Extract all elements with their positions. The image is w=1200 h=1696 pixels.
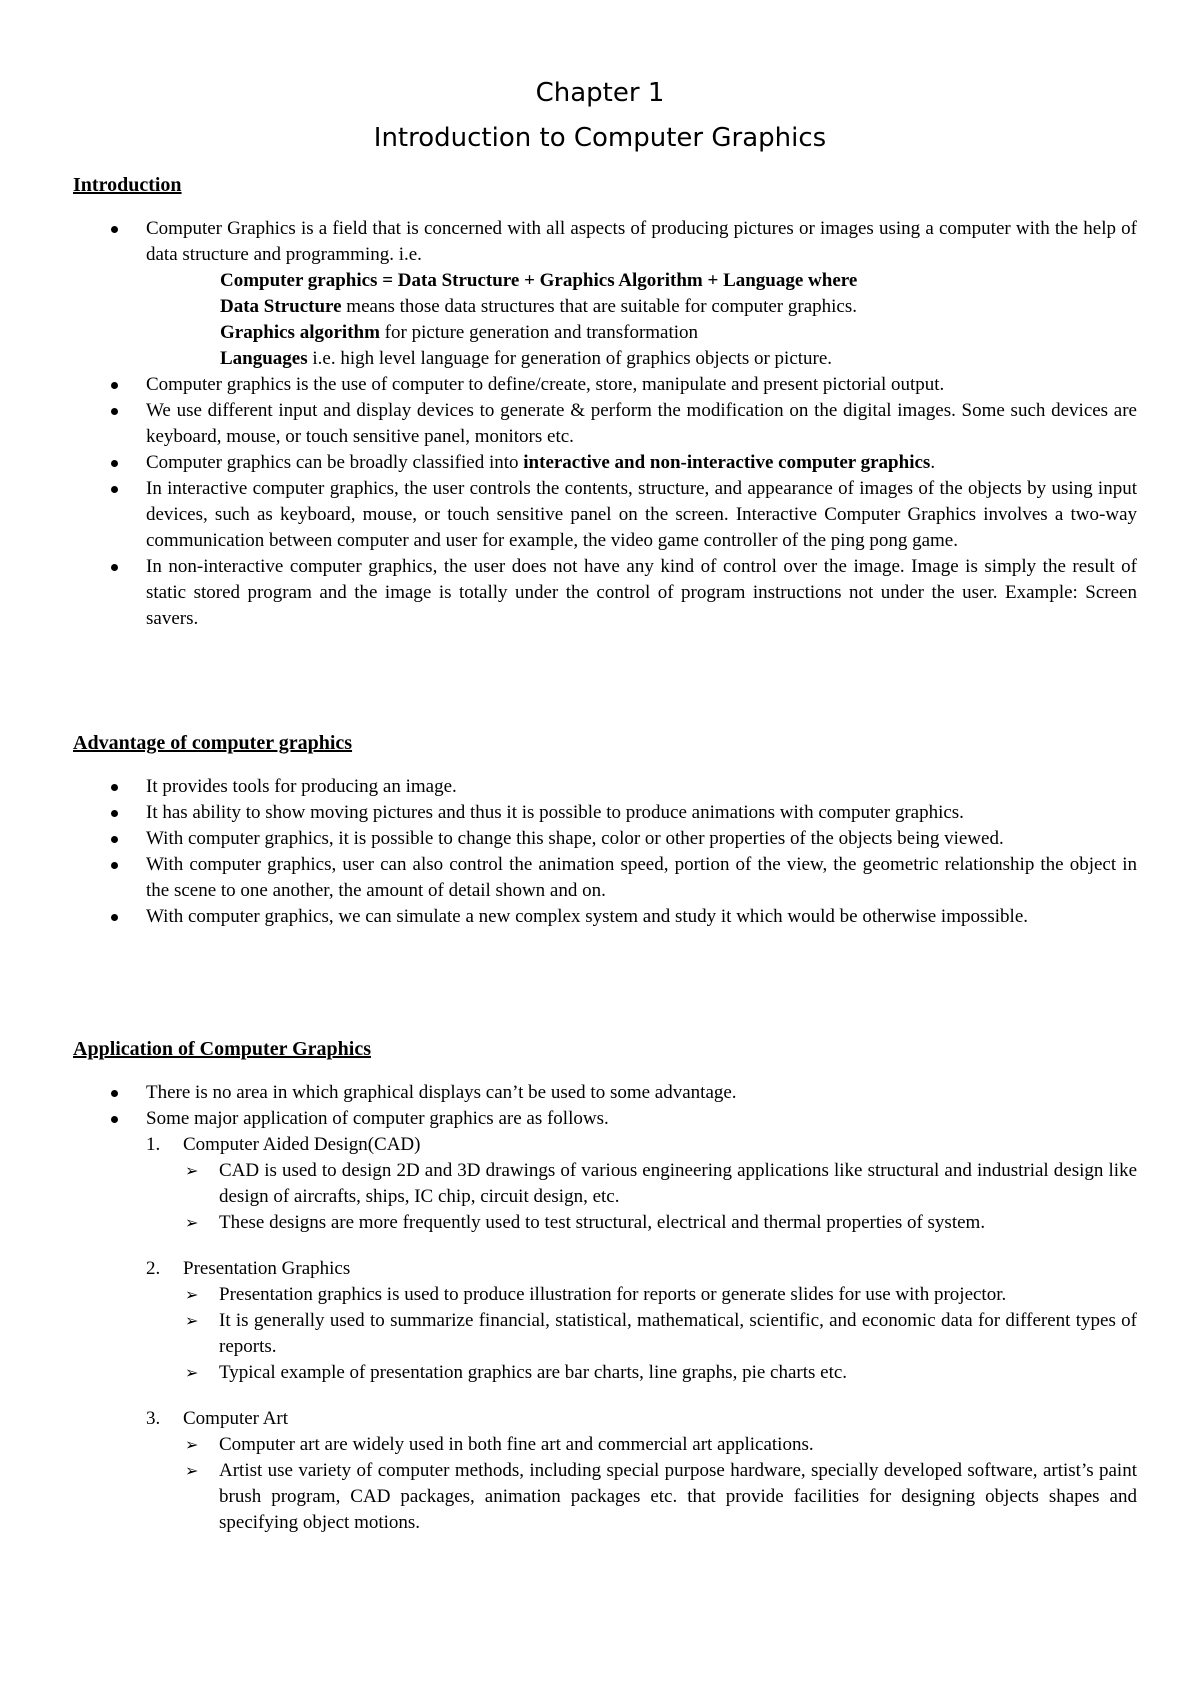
chapter-subtitle: Introduction to Computer Graphics: [373, 123, 827, 153]
application-list: [73, 1080, 1137, 1132]
list-item-text: It has ability to show moving pictures and thus it is possible to produce animations with computer graphics.: [146, 802, 964, 823]
app-title: Presentation Graphics: [183, 1258, 351, 1279]
bullet-dot-icon: [111, 460, 118, 467]
introduction-section: [73, 172, 1137, 632]
arrowhead-bullet-icon: ➢: [185, 1285, 199, 1304]
chapter-title: Chapter 1: [535, 78, 665, 108]
list-item-bold-text: interactive and non-interactive computer graphics: [523, 452, 931, 473]
formula-term-languages: Languages: [220, 348, 308, 369]
arrowhead-bullet-icon: ➢: [185, 1311, 199, 1330]
list-item: [183, 1432, 1137, 1458]
list-item: [73, 852, 1137, 904]
list-item-text: CAD is used to design 2D and 3D drawings of various engineering applications like structural and industrial design like design of aircrafts, ships, IC chip, circuit design, etc.: [219, 1160, 1137, 1207]
list-item-text: Some major application of computer graphics are as follows.: [146, 1108, 609, 1129]
list-item: [73, 774, 1137, 800]
bullet-dot-icon: [111, 836, 118, 843]
app-title: Computer Art: [183, 1408, 289, 1429]
list-item-text: We use different input and display devices to generate & perform the modification on the digital images. Some such devices are keyboard, mouse, or touch sensitive panel, monitors etc.: [146, 400, 1137, 447]
list-item: [73, 476, 1137, 554]
list-item-text: .: [930, 452, 936, 473]
list-item-text: Computer graphics can be broadly classified into: [146, 452, 524, 473]
list-item: [73, 826, 1137, 852]
list-item: [73, 450, 1137, 476]
list-item: [73, 1106, 1137, 1132]
app-points: [183, 1158, 1137, 1236]
formula-desc: i.e. high level language for generation of graphics objects or picture.: [307, 348, 833, 369]
list-item: [73, 904, 1137, 930]
formula-term-data-structure: Data Structure: [220, 296, 342, 317]
bullet-dot-icon: [111, 810, 118, 817]
app-points: [183, 1282, 1137, 1386]
app-points: [183, 1432, 1137, 1536]
app-title: Computer Aided Design(CAD): [183, 1134, 421, 1155]
list-item-text: In non-interactive computer graphics, the user does not have any kind of control over the image. Image is simply the result of static stored program and the image is totally under the control of program instructions not under the user. Example: Screen savers.: [146, 556, 1137, 629]
list-item: [183, 1458, 1137, 1536]
list-item: [73, 800, 1137, 826]
arrowhead-bullet-icon: ➢: [185, 1363, 199, 1382]
list-item: [73, 1080, 1137, 1106]
formula-desc: means those data structures that are suitable for computer graphics.: [341, 296, 858, 317]
bullet-dot-icon: [111, 564, 118, 571]
app-number: 1.: [146, 1134, 161, 1155]
list-item-text: Computer art are widely used in both fine art and commercial art applications.: [219, 1434, 814, 1455]
arrowhead-bullet-icon: ➢: [185, 1213, 199, 1232]
app-item-computer-art: [73, 1406, 1137, 1536]
bullet-dot-icon: [111, 914, 118, 921]
advantage-heading: Advantage of computer graphics: [73, 732, 353, 754]
list-item: [183, 1308, 1137, 1360]
list-item: [73, 554, 1137, 632]
arrowhead-bullet-icon: ➢: [185, 1461, 199, 1480]
list-item-text: With computer graphics, it is possible to change this shape, color or other properties of the objects being viewed.: [146, 828, 1004, 849]
list-item-text: There is no area in which graphical displays can’t be used to some advantage.: [146, 1082, 737, 1103]
app-number: 2.: [146, 1258, 161, 1279]
list-item: [73, 372, 1137, 398]
bullet-dot-icon: [111, 382, 118, 389]
list-item: [183, 1210, 1137, 1236]
app-item-cad: [73, 1132, 1137, 1236]
list-item-text: In interactive computer graphics, the user controls the contents, structure, and appearance of images of the objects by using input devices, such as keyboard, mouse, or touch sensitive panel on the screen. Interactive Computer Graphics involves a two-way communication between computer and user for example, the video game controller of the ping pong game.: [146, 478, 1137, 551]
list-item: [73, 398, 1137, 450]
list-item-text: Computer Graphics is a field that is concerned with all aspects of producing pictures or images using a computer with the help of data structure and programming. i.e.: [146, 218, 1137, 265]
list-item-text: These designs are more frequently used to test structural, electrical and thermal properties of system.: [219, 1212, 986, 1233]
list-item-text: Artist use variety of computer methods, including special purpose hardware, specially developed software, artist’s paint brush program, CAD packages, animation packages etc. that provide facilities for designing objects shapes and specifying object motions.: [219, 1460, 1137, 1533]
app-number: 3.: [146, 1408, 161, 1429]
list-item: [183, 1158, 1137, 1210]
formula-desc: for picture generation and transformation: [379, 322, 699, 343]
list-item-text: Presentation graphics is used to produce illustration for reports or generate slides for use with projector.: [219, 1284, 1007, 1305]
list-item-text: Typical example of presentation graphics are bar charts, line graphs, pie charts etc.: [219, 1362, 848, 1383]
application-section: [73, 1036, 1137, 1536]
list-item-text: It provides tools for producing an image.: [146, 776, 457, 797]
advantage-section: [73, 730, 1137, 930]
bullet-dot-icon: [111, 862, 118, 869]
introduction-heading: Introduction: [73, 174, 182, 196]
bullet-dot-icon: [111, 1116, 118, 1123]
bullet-dot-icon: [111, 784, 118, 791]
application-heading: Application of Computer Graphics: [73, 1038, 371, 1060]
formula-equation: Computer graphics = Data Structure + Graphics Algorithm + Language where: [220, 270, 858, 291]
list-item-text: Computer graphics is the use of computer to define/create, store, manipulate and present pictorial output.: [146, 374, 945, 395]
list-item-text: With computer graphics, user can also control the animation speed, portion of the view, the geometric relationship the object in the scene to one another, the amount of detail shown and on.: [146, 854, 1137, 901]
bullet-dot-icon: [111, 408, 118, 415]
bullet-dot-icon: [111, 1090, 118, 1097]
app-item-presentation-graphics: [73, 1256, 1137, 1386]
arrowhead-bullet-icon: ➢: [185, 1161, 199, 1180]
bullet-dot-icon: [111, 486, 118, 493]
formula-term-graphics-algorithm: Graphics algorithm: [220, 322, 380, 343]
list-item-text: It is generally used to summarize financial, statistical, mathematical, scientific, and economic data for different types of reports.: [219, 1310, 1137, 1357]
list-item: [73, 216, 1137, 372]
advantage-list: [73, 774, 1137, 930]
introduction-list: [73, 216, 1137, 632]
list-item: [183, 1360, 1137, 1386]
arrowhead-bullet-icon: ➢: [185, 1435, 199, 1454]
list-item-text: With computer graphics, we can simulate a new complex system and study it which would be otherwise impossible.: [146, 906, 1029, 927]
bullet-dot-icon: [111, 226, 118, 233]
formula-block: [146, 268, 1137, 372]
list-item: [183, 1282, 1137, 1308]
